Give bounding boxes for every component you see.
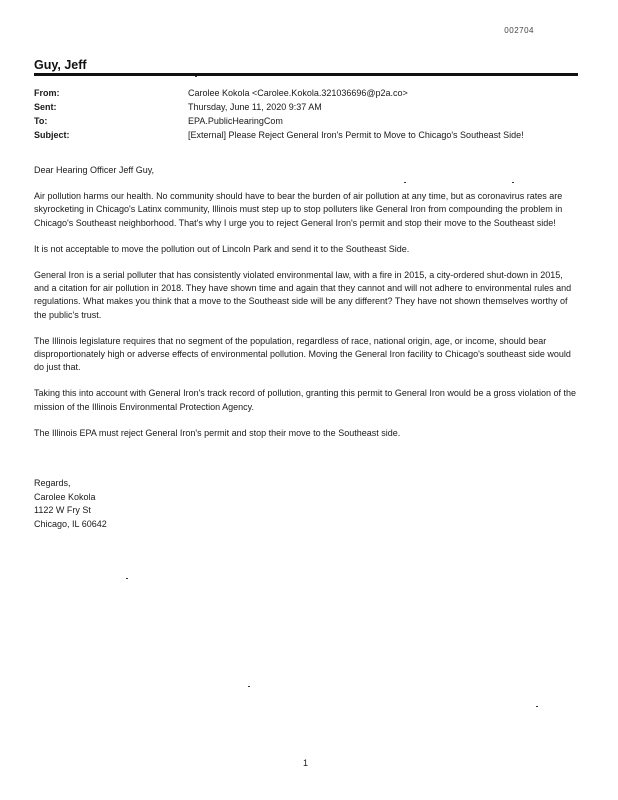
signer-city: Chicago, IL 60642 (34, 518, 107, 529)
signature-block (34, 477, 107, 531)
subject-value: [External] Please Reject General Iron's Permit to Move to Chicago's Southeast Side! (188, 130, 524, 140)
mailbox-owner-name: Guy, Jeff (34, 58, 87, 72)
footer-page-number: 1 (303, 758, 309, 768)
to-value: EPA.PublicHearingCom (188, 116, 283, 126)
scan-speck (248, 686, 250, 687)
body-paragraph: Taking this into account with General Iron's track record of pollution, granting this permit to General Iron would be a gross violation of the mission of the Illinois Environmental Protection Agency. (34, 388, 577, 412)
document-page-number: 002704 (504, 26, 534, 35)
header-row-from (34, 86, 584, 100)
header-row-to (34, 114, 584, 128)
body-paragraph: Air pollution harms our health. No community should have to bear the burden of air pollution at any time, but as coronavirus rates are skyrocketing in Chicago's Latinx community, Illinois must step up to stop polluters like General Iron from compounding the problem in Chicago's Southeast neighborhood. That's why I urge you to reject General Iron's permit and stop their move to the Southeast side! (34, 191, 563, 228)
header-label: Subject: (34, 130, 70, 140)
body-paragraph: The Illinois legislature requires that no segment of the population, regardless of race, national origin, age, or income, should bear disproportionately high or adverse effects of environmental pollution. Moving the General Iron facility to Chicago's southeast side would do just that. (34, 335, 571, 373)
header-row-sent (34, 100, 584, 114)
header-divider (34, 73, 578, 76)
sent-value: Thursday, June 11, 2020 9:37 AM (188, 102, 322, 112)
closing: Regards, (34, 478, 71, 488)
scan-speck (195, 76, 197, 77)
email-headers (34, 86, 584, 142)
scan-speck (126, 578, 128, 579)
body-paragraph: The Illinois EPA must reject General Iron's permit and stop their move to the Southeast side. (34, 427, 401, 438)
email-body (34, 164, 579, 453)
body-paragraph: It is not acceptable to move the pollution out of Lincoln Park and send it to the Southeast Side. (34, 243, 410, 254)
from-value: Carolee Kokola <Carolee.Kokola.321036696@p2a.co> (188, 88, 408, 98)
header-row-subject (34, 128, 584, 142)
header-label: From: (34, 88, 60, 98)
signer-street: 1122 W Fry St (34, 505, 91, 516)
header-label: Sent: (34, 102, 57, 112)
body-paragraph: General Iron is a serial polluter that has consistently violated environmental law, with a fire in 2015, a city-ordered shut-down in 2015, and a citation for air pollution in 2018. They have shown time and again that they cannot and will not adhere to environmental rules and regulations. What makes you think that a move to the Southeast side will be any different? They have not shown themselves worthy of the public's trust. (34, 270, 572, 320)
header-label: To: (34, 116, 48, 126)
scan-speck (404, 182, 406, 183)
scan-speck (536, 706, 538, 707)
greeting: Dear Hearing Officer Jeff Guy, (34, 165, 155, 175)
scan-speck (512, 182, 514, 183)
signer-name: Carolee Kokola (34, 491, 96, 502)
